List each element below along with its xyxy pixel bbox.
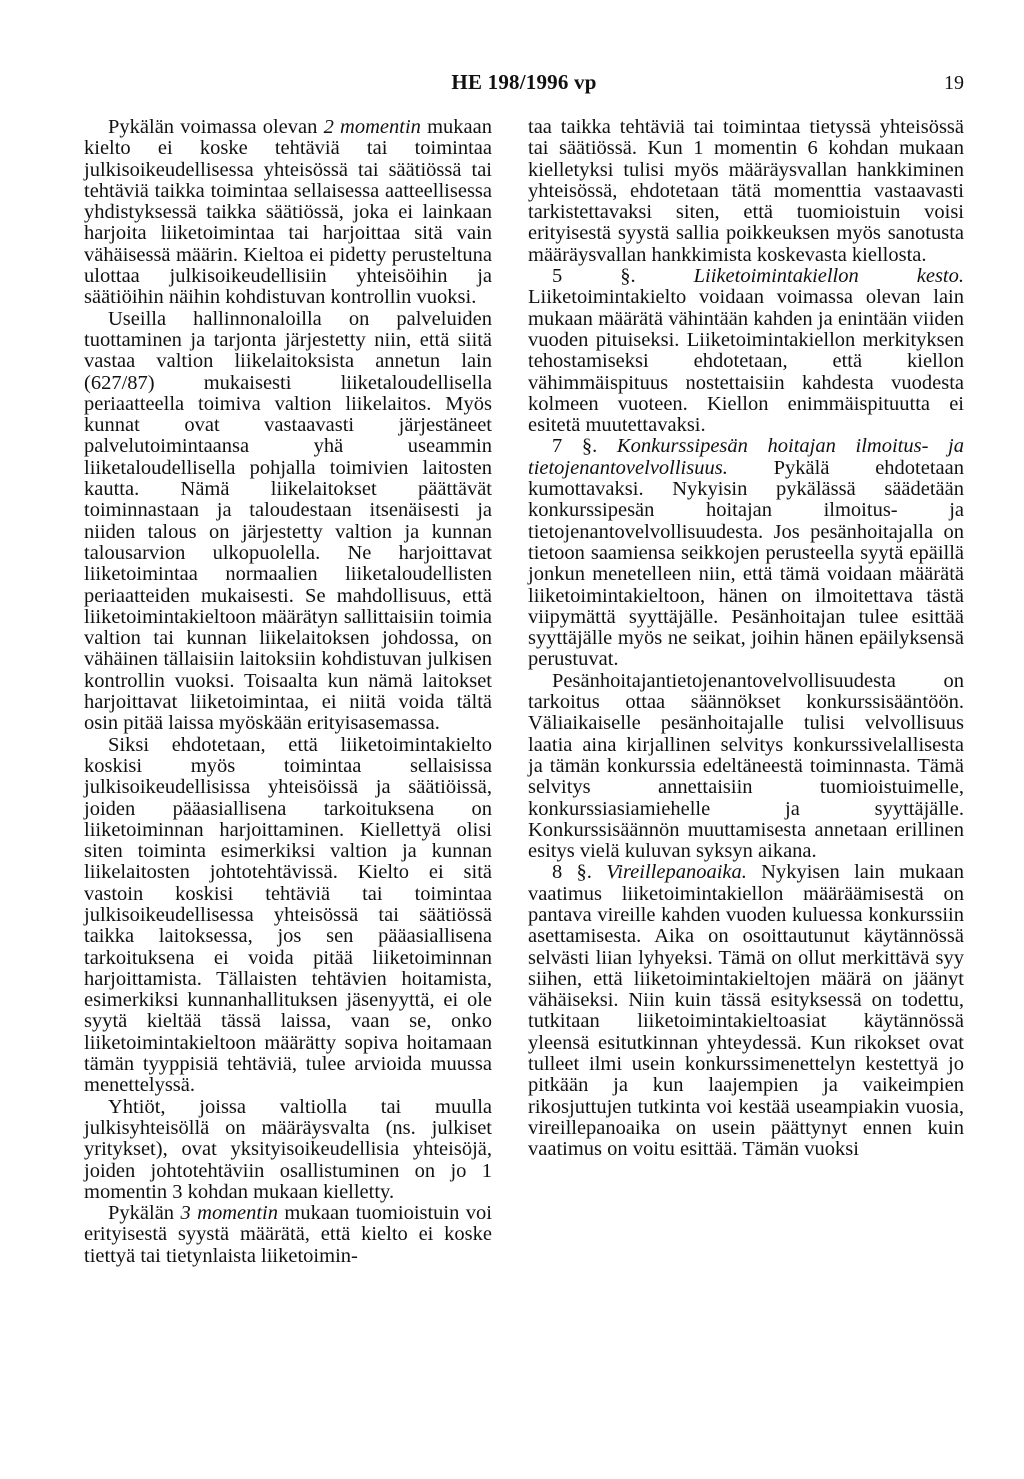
paragraph-text: mukaan kielto ei koske tehtäviä tai toimintaa julkisoikeudellisessa yhteisössä tai säätiössä tai tehtäviä taikka toimintaa sellaisessa aatteellisessa yhdistyksessä taikka säätiössä, joka ei lainkaan harjoita liiketoimintaa tai harjoittaa sitä vain vähäisessä määrin. Kieltoa ei pidetty perusteltuna ulottaa julkisoikeudellisiin yhteisöihin ja säätiöihin näihin kohdistuvan kontrollin vuoksi. xyxy=(84,116,492,309)
section-number: 5 §. xyxy=(552,265,694,288)
emphasis-text: 3 momentin xyxy=(180,1202,278,1225)
page-number: 19 xyxy=(944,72,964,94)
document-reference: HE 198/1996 vp xyxy=(451,70,597,94)
paragraph-text: Nykyisen lain mukaan vaatimus liiketoimintakiellon määräämisestä on pantava vireille kahden vuoden kuluessa konkurssiin asettamisesta. Aika on osoittautunut käytännössä selvästi liian lyhyeksi. Tämä on ollut merkittävä syy siihen, että liiketoimintakieltojen määrä on jäänyt vähäiseksi. Niin kuin tässä esityksessä on todettu, tutkitaan liiketoimintakieltoasiat käytännössä yleensä esitutkinnan yhteydessä. Kun rikokset ovat tulleet ilmi usein konkurssimenettelyn kestettyä jo pitkään ja kun laajempien ja vaikeimpien rikosjuttujen tutkinta voi kestää useampiakin vuosia, vireillepanoaika on usein päättynyt ennen kuin vaatimus on voitu esittää. Tämän vuoksi xyxy=(528,861,965,1161)
section-heading: Vireillepanoaika. xyxy=(606,861,747,884)
section-paragraph xyxy=(528,436,964,670)
section-number: 7 §. xyxy=(552,435,617,458)
paragraph-text: Pykälä ehdotetaan kumottavaksi. Nykyisin pykälässä säädetään konkurssipesän hoitajan ilmoitus- ja tietojenantovelvollisuudesta. Jos pesänhoitajalla on tietoon saamiensa seikkojen perusteella syytä epäillä jonkun menetelleen niin, että tämä voidaan määrätä liiketoimintakieltoon, hänen on ilmoitettava tästä viipymättä syyttäjälle. Pesänhoitajan tulee esittää syyttäjälle myös ne seikat, joihin hänen epäilyksensä perustuvat. xyxy=(528,456,964,671)
section-number: 8 §. xyxy=(552,861,607,884)
paragraph: Pesänhoitajantietojenantovelvollisuudesta on tarkoitus ottaa säännökset konkurssisääntöön. Väliaikaiselle pesänhoitajalle tulisi velvollisuus laatia aina kirjallinen selvitys konkurssivelallisesta ja tämän konkurssia edeltäneestä toiminnasta. Tämä selvitys annettaisiin tuomioistuimelle, konkurssiasiamiehelle ja syyttäjälle. Konkurssisäännön muuttamisesta annetaan erillinen esitys vielä kuluvan syksyn aikana. xyxy=(528,669,964,863)
paragraph: taa taikka tehtäviä tai toimintaa tietyssä yhteisössä tai säätiössä. Kun 1 momentin 6 kohdan mukaan kielletyksi tulisi myös määräysvallan hankkiminen yhteisössä, ehdotetaan tätä momenttia vastaavasti tarkistettavaksi siten, että tuomioistuin voisi erityisestä syystä sallia poikkeuksen myös sanotusta määräysvallan hankkimista koskevasta kiellosta. xyxy=(528,116,964,266)
section-heading: Liiketoimintakiellon kesto. xyxy=(693,265,965,288)
paragraph-text: Pykälän xyxy=(108,1202,181,1225)
section-heading: Konkurssipesän hoitajan ilmoitus- ja tietojenantovelvollisuus. xyxy=(528,435,965,479)
paragraph xyxy=(84,1203,492,1267)
section-paragraph xyxy=(528,266,964,436)
paragraph: Yhtiöt, joissa valtiolla tai muulla julkisyhteisöllä on määräysvalta (ns. julkiset yritykset), ovat yksityisoikeudellisia yhteisöjä, joiden johtotehtäviin osallistuminen on jo 1 momentin 3 kohdan mukaan kielletty. xyxy=(84,1095,492,1203)
paragraph: Siksi ehdotetaan, että liiketoimintakielto koskisi myös toimintaa sellaisissa julkisoikeudellisissa yhteisöissä ja säätiöissä, joiden pääasiallisena tarkoituksena on liiketoiminnan harjoittaminen. Kiellettyä olisi siten toiminta esimerkiksi valtion ja kunnan liikelaitosten johtotehtävissä. Kielto ei sitä vastoin koskisi tehtäviä tai toimintaa julkisoikeudellisessa yhteisössä tai säätiössä taikka laitoksessa, jos sen pääasiallisena tarkoituksena ei voida pitää liiketoiminnan harjoittamista. Tällaisten tehtävien hoitamista, esimerkiksi kunnanhallituksen jäsenyyttä, ei ole syytä kieltää tässä laissa, vaan se, onko liiketoimintakieltoon määrätty sopiva hoitamaan tämän tyyppisiä tehtäviä, tulee arvioida muussa menettelyssä. xyxy=(84,733,492,1097)
paragraph-text: mukaan tuomioistuin voi erityisestä syystä määrätä, että kielto ei koske tiettyä tai tietynlaista liiketoimin- xyxy=(84,1202,492,1267)
paragraph xyxy=(84,117,492,309)
paragraph: Useilla hallinnonaloilla on palveluiden tuottaminen ja tarjonta järjestetty niin, että siitä vastaa valtion liikelaitoksista annetun lain (627/87) mukaisesti liiketaloudellisella periaatteella toimiva valtion liikelaitos. Myös kunnat ovat vastaavasti järjestäneet palvelutoimintaansa yhä useammin liiketaloudellisella pohjalla toimivien laitosten kautta. Nämä liikelaitokset päättävät toiminnastaan ja taloudestaan itsenäisesti ja niiden talous on järjestetty valtion ja kunnan talousarvion ulkopuolella. Ne harjoittavat liiketoimintaa normaalien liiketaloudellisten periaatteiden mukaisesti. Se mahdollisuus, että liiketoimintakieltoon määrätyn sallittaisiin toimia valtion tai kunnan liikelaitoksen johdossa, on vähäinen tällaisiin laitoksiin kohdistuvan julkisen kontrollin vuoksi. Toisaalta kun nämä laitokset harjoittavat liiketoimintaa, ei niitä voida tältä osin pitää laissa myöskään erityisasemassa. xyxy=(84,307,492,735)
paragraph-text: Pykälän voimassa olevan xyxy=(108,116,324,138)
emphasis-text: 2 momentin xyxy=(323,116,421,138)
paragraph-text: Liiketoimintakielto voidaan voimassa olevan lain mukaan määrätä vähintään kahden ja enintään viiden vuoden pituiseksi. Liiketoimintakiellon merkityksen tehostamiseksi ehdotetaan, että kiellon vähimmäispituus nostettaisiin kahdesta vuodesta kolmeen vuoteen. Kiellon enimmäispituutta ei esitetä muutettavaksi. xyxy=(528,286,964,437)
left-column xyxy=(84,117,492,1267)
right-column xyxy=(528,117,964,1161)
section-paragraph xyxy=(528,862,964,1160)
page-header xyxy=(84,70,964,104)
